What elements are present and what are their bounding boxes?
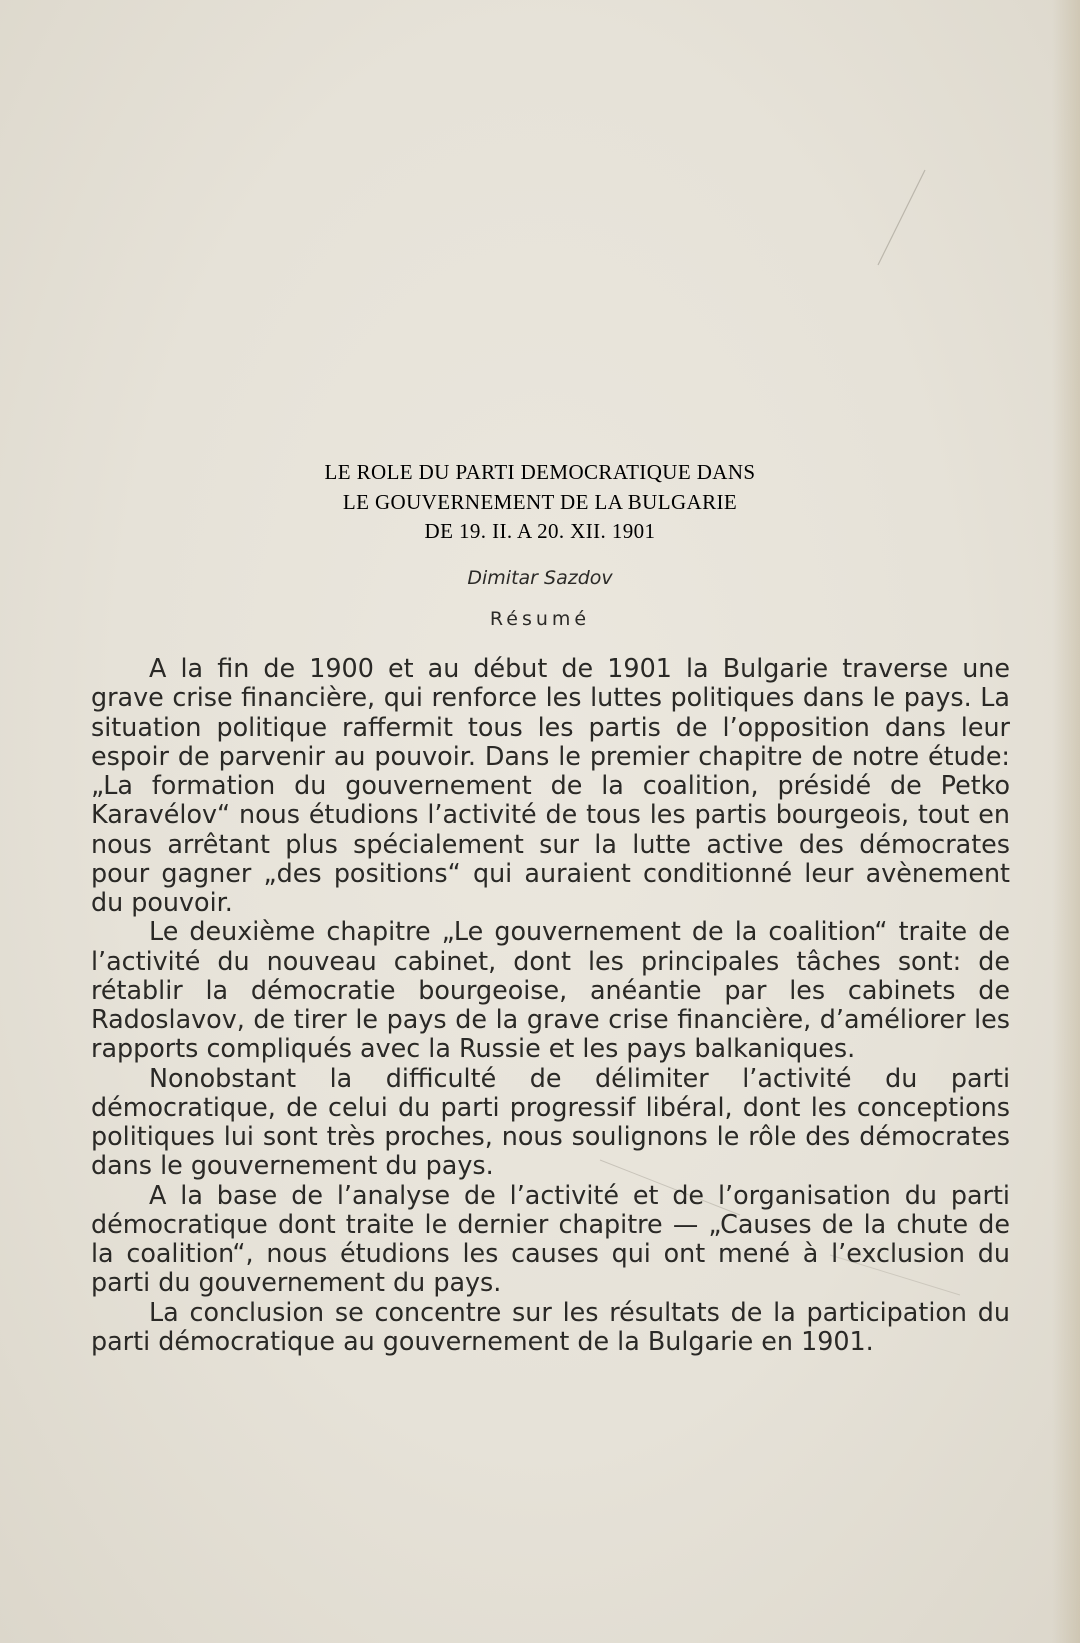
article-title-line-2: LE GOUVERNEMENT DE LA BULGARIE [342, 490, 738, 514]
paragraph-4: A la base de l’analyse de l’activité et de l’organisation du parti démocratique dont traite le dernier chapitre — „Causes de la chute de la coalition“, nous étudions les causes qui ont mené à l’exclusion du parti du gouvernement du pays. [91, 1179, 1010, 1298]
resume-heading: Résumé [489, 608, 591, 630]
author-name: Dimitar Sazdov [467, 567, 613, 589]
article-title-line-3: DE 19. II. A 20. XII. 1901 [424, 519, 656, 543]
article-title-line-1: LE ROLE DU PARTI DEMOCRATIQUE DANS [324, 460, 756, 484]
paragraph-5: La conclusion se concentre sur les résultats de la participation du parti démocratique au gouvernement de la Bulgarie en 1901. [91, 1296, 1010, 1356]
paragraph-1: A la fin de 1900 et au début de 1901 la Bulgarie traverse une grave crise financière, qui renforce les luttes politiques dans le pays. La situation politique raffermit tous les partis de l’opposition dans leur espoir de parvenir au pouvoir. Dans le premier chapitre de notre étude: „La formation du gouvernement de la coalition, présidé de Petko Karavélov“ nous étudions l’activité de tous les partis bourgeois, tout en nous arrêtant plus spécialement sur la lutte active des démocrates pour gagner „des positions“ qui auraient conditionné leur avènement du pouvoir. [91, 653, 1010, 917]
paragraph-2: Le deuxième chapitre „Le gouvernement de la coalition“ traite de l’activité du nouveau cabinet, dont les principales tâches sont: de rétablir la démocratie bourgeoise, anéantie par les cabinets de Radoslavov, de tirer le pays de la grave crise financière, d’améliorer les rapports compliqués avec la Russie et les pays balkaniques. [91, 916, 1010, 1064]
paragraph-3: Nonobstant la difficulté de délimiter l’activité du parti démocratique, de celui du parti progressif libéral, dont les conceptions politiques lui sont très proches, nous soulignons le rôle des démocrates dans le gouvernement du pays. [91, 1062, 1010, 1181]
resume-body [91, 654, 1010, 1356]
